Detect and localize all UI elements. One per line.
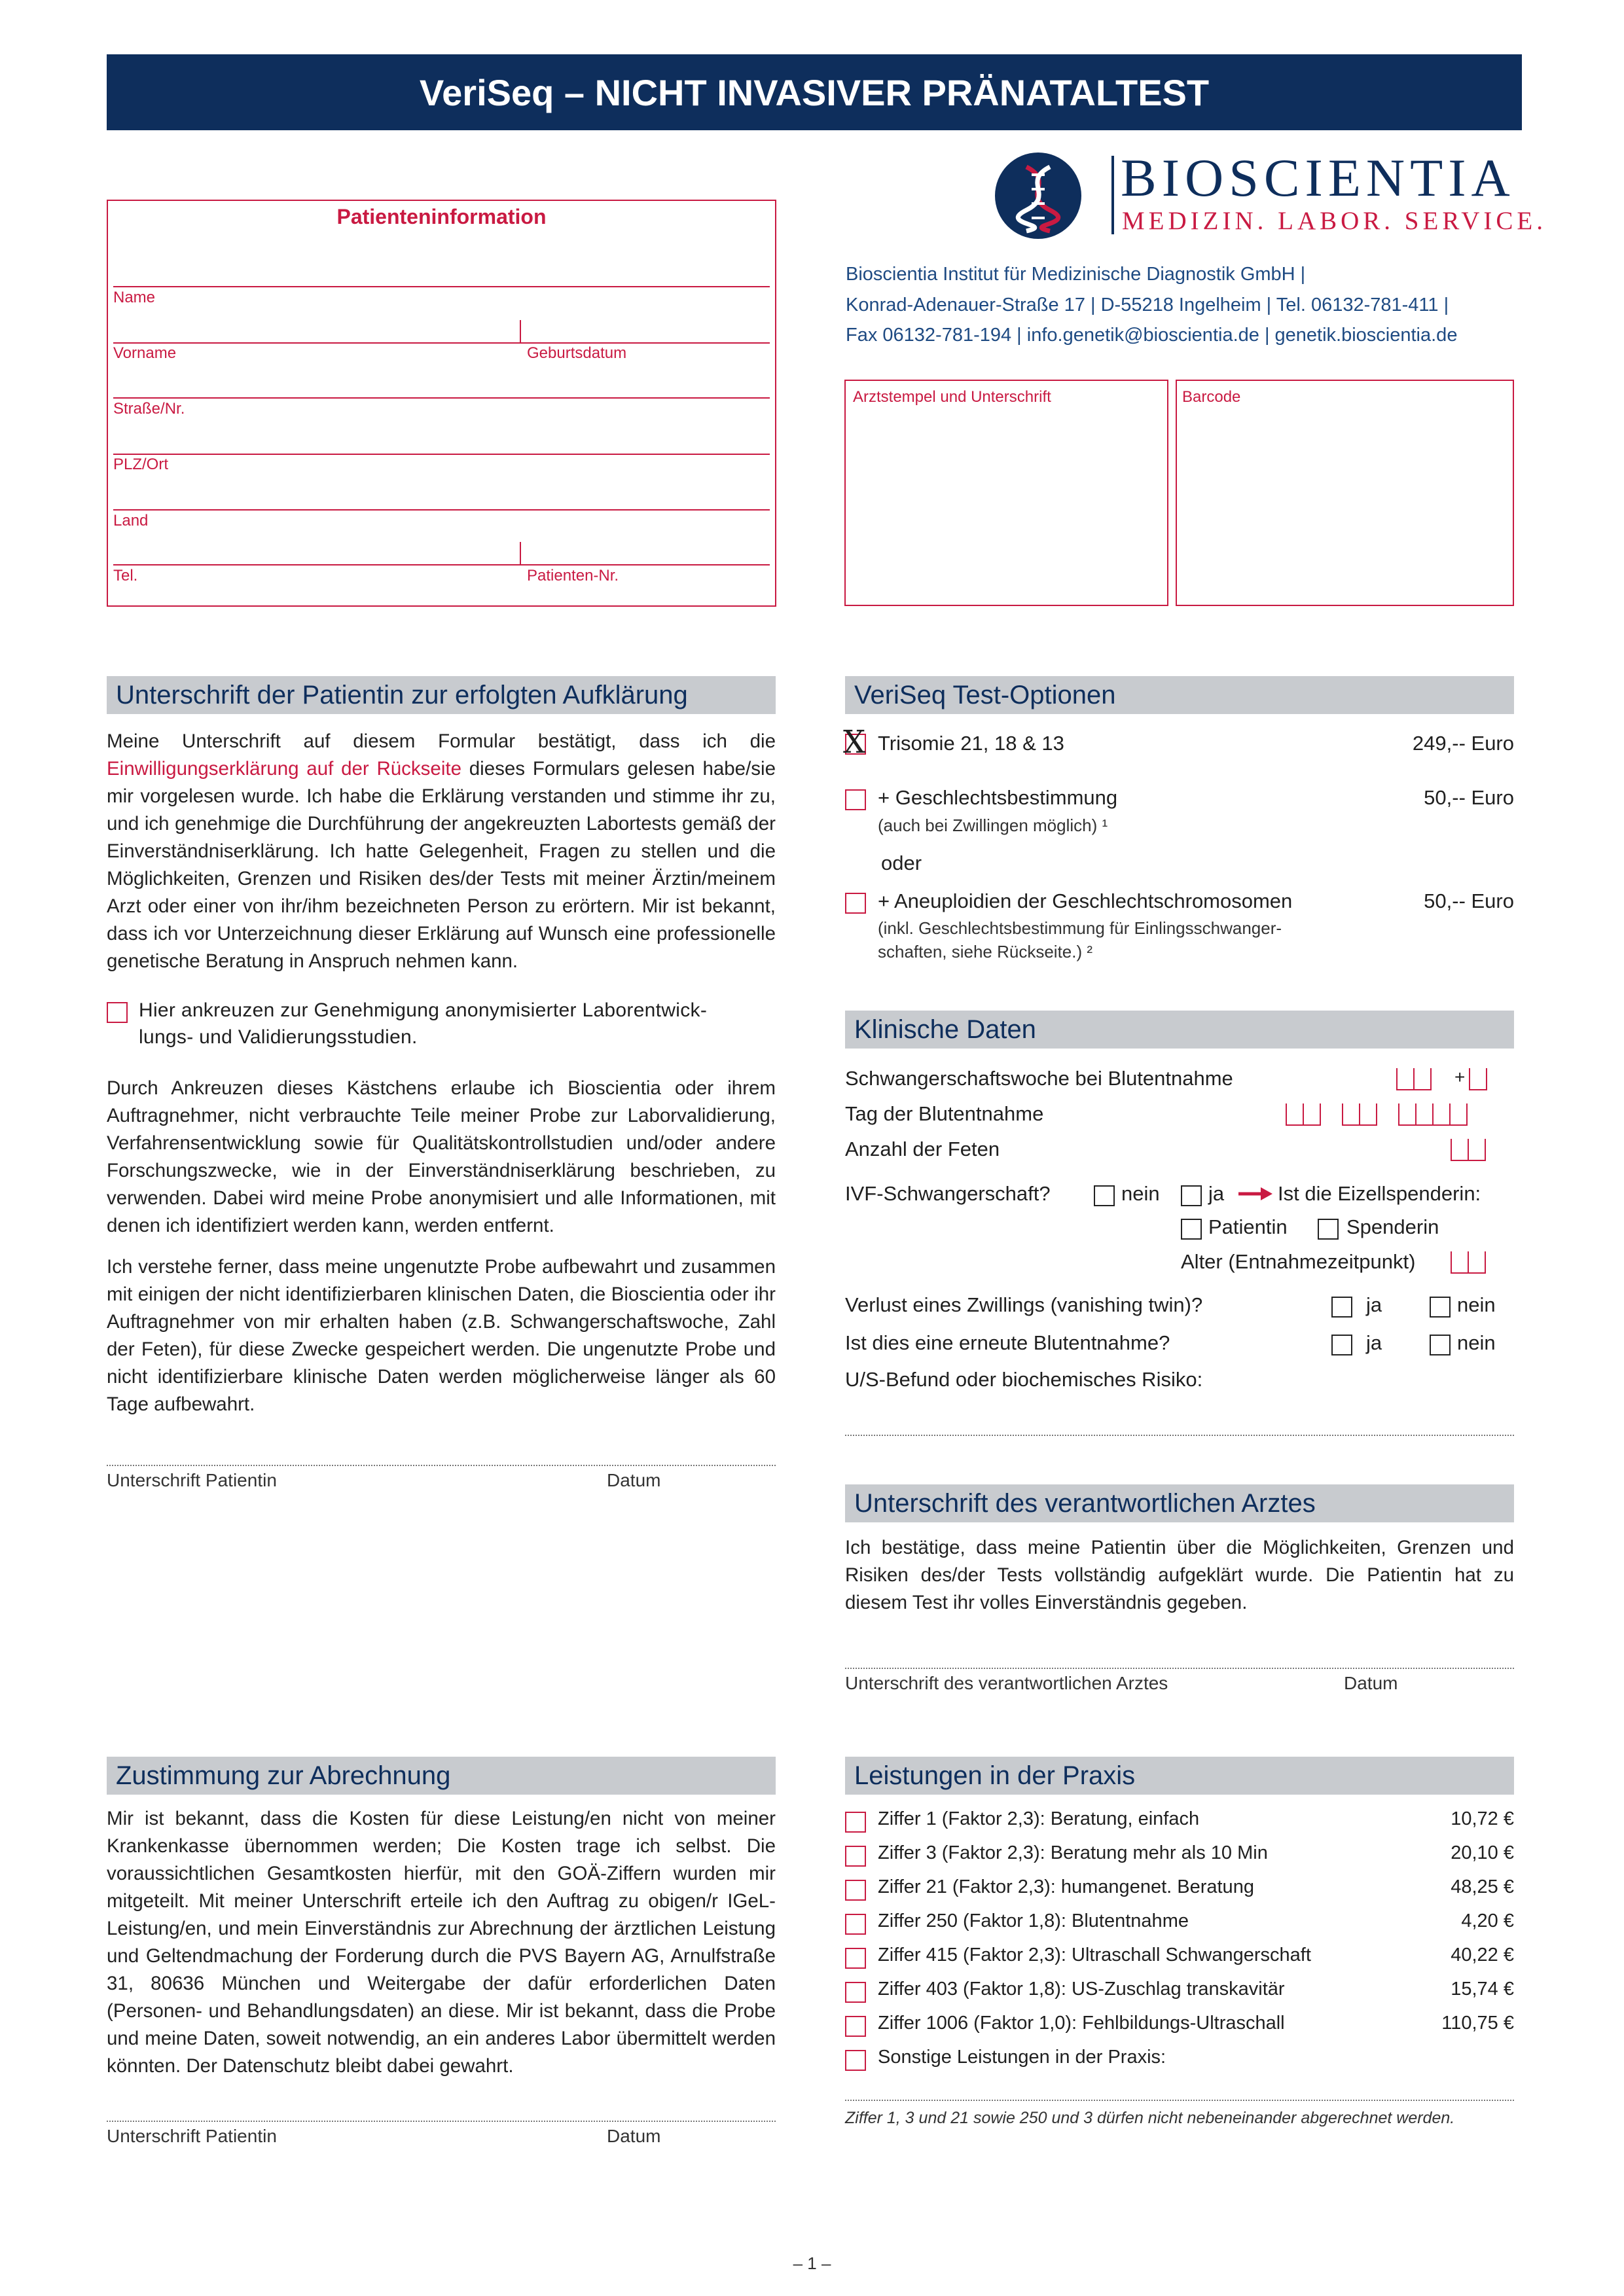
service-price: 40,22 € (1451, 1945, 1514, 1965)
research-consent-label-2: lungs- und Validierungsstudien. (139, 1026, 418, 1048)
geschlecht-checkbox[interactable] (845, 789, 866, 810)
consent-paragraph-3: Ich verstehe ferner, dass meine ungenutzte Probe aufbewahrt und zusammen mit einigen der nicht identifizierbaren klinischen Daten, die Bioscientia oder ihr Auftragnehmer von mir erhalten haben (z.B. Schwangerschaftswoche, Zahl der Feten), für diese Zwecke gespeichert werden. Die ungenutzte Probe und nicht identifizierbare klinische Daten werden möglicherweise länger als 60 Tage aufbewahrt. (107, 1256, 776, 1415)
patient-info-box (107, 200, 776, 607)
service-price: 110,75 € (1441, 2013, 1514, 2034)
service-price: 48,25 € (1451, 1876, 1514, 1897)
consent-section-heading: Unterschrift der Patientin zur erfolgten Aufklärung (107, 676, 776, 714)
trisomie-check-mark: X (843, 724, 866, 761)
service-price: 10,72 € (1451, 1808, 1514, 1829)
billing-signature-line[interactable] (107, 2121, 776, 2122)
patient-info-title: Patienteninformation (336, 205, 547, 228)
land-field-line[interactable] (113, 509, 770, 511)
spenderin-checkbox[interactable] (1318, 1219, 1339, 1240)
service-checkbox[interactable] (845, 2050, 866, 2071)
service-label: Ziffer 1 (Faktor 2,3): Beratung, einfach (878, 1808, 1200, 1829)
ssw-label: Schwangerschaftswoche bei Blutentnahme (845, 1067, 1233, 1090)
strasse-field-line[interactable] (113, 397, 770, 399)
service-label: Ziffer 403 (Faktor 1,8): US-Zuschlag transkavitär (878, 1979, 1285, 2000)
consent-paragraph-2: Durch Ankreuzen dieses Kästchens erlaube ich Bioscientia oder ihrem Auftragnehmer, nicht verbrauchte Teile meiner Probe zur Laborvalidierung, Verfahrensentwicklung sowie für Qualitätskontrollstudien und/oder andere Forschungszwecke, wie in der Einverständniserklärung beschrieben, zu verwenden. Dabei wird meine Probe anonymisiert und alle Informationen, mit denen ich identifiziert werden kann, werden entfernt. (107, 1077, 776, 1236)
plz-field-line[interactable] (113, 454, 770, 455)
service-checkbox[interactable] (845, 1982, 866, 2003)
geschlecht-price: 50,-- Euro (1424, 786, 1514, 809)
service-label: Ziffer 250 (Faktor 1,8): Blutentnahme (878, 1910, 1189, 1931)
geburtsdatum-label: Geburtsdatum (527, 344, 627, 362)
vanishing-label: Verlust eines Zwillings (vanishing twin)? (845, 1293, 1203, 1316)
service-price: 20,10 € (1451, 1842, 1514, 1863)
field-divider (520, 542, 521, 565)
service-checkbox[interactable] (845, 2016, 866, 2037)
service-checkbox[interactable] (845, 1914, 866, 1935)
patientin-checkbox[interactable] (1181, 1219, 1202, 1240)
service-checkbox[interactable] (845, 1846, 866, 1867)
tel-field-line[interactable] (113, 564, 770, 565)
billing-section-heading: Zustimmung zur Abrechnung (107, 1757, 776, 1795)
service-label: Ziffer 3 (Faktor 2,3): Beratung mehr als 10 Min (878, 1842, 1268, 1863)
research-consent-checkbox[interactable] (107, 1002, 128, 1023)
service-checkbox[interactable] (845, 1948, 866, 1969)
company-address-line2: Konrad-Adenauer-Straße 17 | D-55218 Ingelheim | Tel. 06132-781-411 | (846, 295, 1449, 315)
doctor-signature-label: Unterschrift des verantwortlichen Arztes (845, 1673, 1168, 1693)
doctor-paragraph: Ich bestätige, dass meine Patientin über die Möglichkeiten, Grenzen und Risiken des/der Tests vollständig aufgeklärt wurde. Die Patientin hat zu diesem Test ihr volles Einverständnis gegeben. (845, 1537, 1514, 1613)
or-label: oder (881, 852, 922, 874)
erneut-nein-checkbox[interactable] (1430, 1335, 1451, 1355)
research-consent-label-1: Hier ankreuzen zur Genehmigung anonymisierter Laborentwick- (139, 999, 708, 1021)
services-section-heading: Leistungen in der Praxis (845, 1757, 1514, 1795)
billing-date-label: Datum (607, 2126, 661, 2146)
erneut-nein-label: nein (1457, 1331, 1496, 1354)
services-divider (845, 2100, 1514, 2101)
service-checkbox[interactable] (845, 1880, 866, 1901)
alter-label: Alter (Entnahmezeitpunkt) (1181, 1250, 1416, 1273)
ivf-label: IVF-Schwangerschaft? (845, 1182, 1051, 1205)
consent-link[interactable]: Einwilligungserklärung auf der Rückseite (107, 758, 461, 780)
erneut-ja-checkbox[interactable] (1331, 1335, 1352, 1355)
vanishing-nein-label: nein (1457, 1293, 1496, 1316)
vanishing-nein-checkbox[interactable] (1430, 1297, 1451, 1318)
billing-signature-label: Unterschrift Patientin (107, 2126, 277, 2146)
consent-paragraph-1: Meine Unterschrift auf diesem Formular bestätigt, dass ich die Einwilligungserklärung auf der Rückseite dieses Formulars gelesen habe/sie mir vorgelesen wurde. Ich habe die Erklärung verstanden und stimme ihr zu, und ich genehmige die Durchführung der angekreuzten Labortests gemäß der Einverständniserklärung. Ich hatte Gelegenheit, Fragen zu stellen und die Möglichkeiten, Grenzen und Risiken des/der Tests mit meiner Ärztin/meinem Arzt oder einer von ihr/ihm bezeichneten Person zu erörtern. Mir ist bekannt, dass ich vor Unterzeichnung dieser Erklärung auf Wunsch eine professionelle genetische Beratung in Anspruch nehmen kann. (107, 730, 776, 972)
logo-name: BIOSCIENTIA (1121, 148, 1515, 207)
erneut-ja-label: ja (1366, 1331, 1382, 1354)
patient-signature-line[interactable] (107, 1465, 776, 1466)
ivf-ja-checkbox[interactable] (1181, 1185, 1202, 1206)
erneut-label: Ist dies eine erneute Blutentnahme? (845, 1331, 1170, 1354)
service-checkbox[interactable] (845, 1812, 866, 1833)
doctor-section-heading: Unterschrift des verantwortlichen Arztes (845, 1484, 1514, 1522)
feten-input[interactable] (1451, 1139, 1485, 1161)
aneuploidien-note-2: schaften, siehe Rückseite.) ² (878, 942, 1093, 961)
aneuploidien-label: + Aneuploidien der Geschlechtschromosomen (878, 889, 1293, 912)
barcode-box (1176, 380, 1514, 606)
date-month-input[interactable] (1342, 1103, 1376, 1126)
service-label: Ziffer 1006 (Faktor 1,0): Fehlbildungs-Ultraschall (878, 2013, 1285, 2034)
name-label: Name (113, 289, 156, 306)
patientin-label: Patientin (1208, 1215, 1288, 1238)
date-day-input[interactable] (1286, 1103, 1320, 1126)
trisomie-price: 249,-- Euro (1412, 732, 1514, 755)
company-address-line1: Bioscientia Institut für Medizinische Diagnostik GmbH | (846, 264, 1306, 285)
service-price: 15,74 € (1451, 1979, 1514, 2000)
company-address-line3: Fax 06132-781-194 | info.genetik@bioscientia.de | genetik.bioscientia.de (846, 325, 1458, 346)
service-label: Ziffer 21 (Faktor 2,3): humangenet. Beratung (878, 1876, 1254, 1897)
billing-paragraph: Mir ist bekannt, dass die Kosten für diese Leistung/en nicht von meiner Krankenkasse übernommen werden; Die Kosten trage ich selbst. Die voraussichtlichen Gesamtkosten hierfür, mit den GOÄ-Ziffern wurden mir mitgeteilt. Mit meiner Unterschrift erteile ich den Auftrag zu obigen/r IGeL-Leistung/en, und mein Einverständnis zur Abrechnung der ärztlichen Leistung und Geltendmachung der Forderung durch die PVS Bayern AG, Arnulfstraße 31, 80636 München und Weitergabe der dafür erforderlichen Daten (Personen- und Behandlungsdaten) an diese. Mir ist bekannt, dass die Probe und meine Daten, soweit notwendig, an ein anderes Labor übermittelt werden könnten. Der Datenschutz bleibt dabei gewahrt. (107, 1808, 776, 2077)
service-label: Sonstige Leistungen in der Praxis: (878, 2047, 1166, 2068)
name-field-line[interactable] (113, 286, 770, 287)
vorname-field-line[interactable] (113, 342, 770, 344)
doctor-date-label: Datum (1344, 1673, 1398, 1693)
service-price: 4,20 € (1461, 1910, 1514, 1931)
ssw-days-input[interactable] (1469, 1068, 1486, 1090)
ivf-ja-label: ja (1208, 1182, 1225, 1205)
ssw-plus: + (1454, 1067, 1466, 1087)
patient-nr-label: Patienten-Nr. (527, 567, 619, 584)
ivf-nein-label: nein (1121, 1182, 1160, 1205)
doctor-stamp-label: Arztstempel und Unterschrift (853, 388, 1051, 406)
doctor-stamp-box[interactable] (844, 380, 1168, 606)
vorname-label: Vorname (113, 344, 177, 362)
patient-signature-label: Unterschrift Patientin (107, 1470, 277, 1490)
land-label: Land (113, 512, 149, 529)
aneuploidien-checkbox[interactable] (845, 893, 866, 914)
field-divider (520, 320, 521, 344)
vanishing-ja-checkbox[interactable] (1331, 1297, 1352, 1318)
us-input-line[interactable] (845, 1435, 1514, 1436)
aneuploidien-price: 50,-- Euro (1424, 889, 1514, 912)
ivf-nein-checkbox[interactable] (1094, 1185, 1115, 1206)
plz-label: PLZ/Ort (113, 456, 169, 473)
patient-date-label: Datum (607, 1470, 661, 1490)
service-label: Ziffer 415 (Faktor 2,3): Ultraschall Schwangerschaft (878, 1945, 1311, 1965)
page-title: VeriSeq – NICHT INVASIVER PRÄNATALTEST (107, 54, 1522, 130)
logo-divider (1111, 156, 1114, 234)
tag-label: Tag der Blutentnahme (845, 1102, 1044, 1125)
clinical-data-heading: Klinische Daten (845, 1011, 1514, 1049)
feten-label: Anzahl der Feten (845, 1138, 1000, 1160)
date-year-input[interactable] (1398, 1103, 1466, 1126)
page-number: – 1 – (793, 2253, 831, 2273)
barcode-label: Barcode (1182, 388, 1241, 406)
alter-input[interactable] (1451, 1251, 1485, 1274)
spenderin-label: Spenderin (1346, 1215, 1439, 1238)
arrow-right-icon (1238, 1186, 1272, 1205)
vanishing-ja-label: ja (1366, 1293, 1382, 1316)
eizell-label: Ist die Eizellspenderin: (1278, 1182, 1481, 1205)
geschlecht-label: + Geschlechtsbestimmung (878, 786, 1118, 809)
tel-label: Tel. (113, 567, 138, 584)
us-label: U/S-Befund oder biochemisches Risiko: (845, 1368, 1203, 1391)
geschlecht-note: (auch bei Zwillingen möglich) ¹ (878, 816, 1108, 835)
trisomie-label: Trisomie 21, 18 & 13 (878, 732, 1064, 755)
ssw-weeks-input[interactable] (1396, 1068, 1430, 1090)
strasse-label: Straße/Nr. (113, 400, 185, 418)
test-options-heading: VeriSeq Test-Optionen (845, 676, 1514, 714)
doctor-signature-line[interactable] (845, 1668, 1514, 1669)
services-footnote: Ziffer 1, 3 und 21 sowie 250 und 3 dürfen nicht nebeneinander abgerechnet werden. (845, 2109, 1455, 2127)
aneuploidien-note-1: (inkl. Geschlechtsbestimmung für Einlingsschwanger- (878, 918, 1282, 938)
bioscientia-logo-icon (995, 152, 1081, 239)
logo-tagline: MEDIZIN. LABOR. SERVICE. (1122, 207, 1547, 235)
